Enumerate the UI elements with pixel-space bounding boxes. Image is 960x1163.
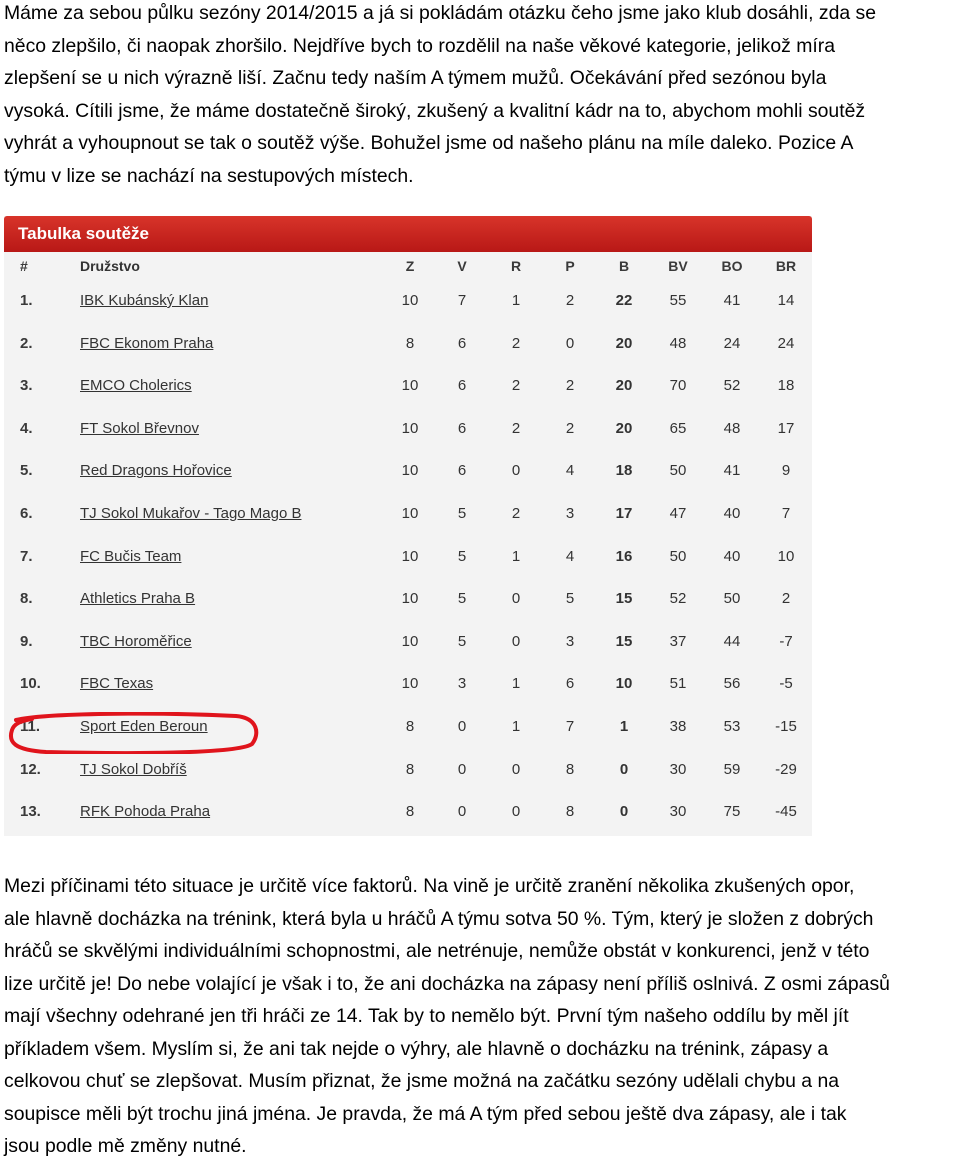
br-cell: 7 xyxy=(781,504,791,522)
team-link[interactable]: FBC Ekonom Praha xyxy=(80,334,214,352)
bo-cell: 53 xyxy=(723,717,741,735)
bo-cell: 24 xyxy=(723,334,741,352)
r-cell: 0 xyxy=(511,803,521,821)
team-link[interactable]: TJ Sokol Mukařov - Tago Mago B xyxy=(80,504,302,522)
bv-cell: 38 xyxy=(669,717,687,735)
r-cell: 0 xyxy=(511,760,521,778)
text-line: lize určitě je! Do nebe volající je však i to, že ani docházka na zápasy není příliš oslnivá. Z osmi zápasů xyxy=(4,972,890,995)
rank-cell: 7. xyxy=(20,547,33,565)
rank-cell: 3. xyxy=(20,377,33,395)
r-cell: 2 xyxy=(511,419,521,437)
br-cell: 18 xyxy=(777,377,795,395)
rank-cell: 12. xyxy=(20,760,41,778)
highlight-ring xyxy=(6,712,260,754)
points-cell: 22 xyxy=(615,292,633,309)
br-cell: -29 xyxy=(775,760,797,778)
p-cell: 8 xyxy=(565,803,575,821)
p-cell: 4 xyxy=(565,547,575,565)
text-line: ale hlavně docházka na trénink, která byla u hráčů A týmu sotva 50 %. Tým, který je složen z dobrých xyxy=(4,907,874,930)
bo-cell: 50 xyxy=(723,590,741,608)
highlight-ring-stroke xyxy=(11,714,256,753)
v-cell: 0 xyxy=(457,717,467,735)
bo-cell: 40 xyxy=(723,504,741,522)
header-b: B xyxy=(618,258,630,274)
header-v: V xyxy=(457,258,467,274)
z-cell: 10 xyxy=(401,632,419,650)
league-table-header xyxy=(4,252,812,280)
text-line: soupisce měli být trochu jiná jména. Je pravda, že má A tým před sebou ještě dva zápasy, ale i tak xyxy=(4,1102,847,1125)
r-cell: 2 xyxy=(511,504,521,522)
team-link[interactable]: FC Bučis Team xyxy=(80,547,182,565)
r-cell: 1 xyxy=(511,717,521,735)
rank-cell: 5. xyxy=(20,462,33,480)
team-link[interactable]: Red Dragons Hořovice xyxy=(80,462,232,480)
text-line: Máme za sebou půlku sezóny 2014/2015 a já si pokládám otázku čeho jsme jako klub dosáhli, zda se xyxy=(4,2,877,24)
team-link[interactable]: RFK Pohoda Praha xyxy=(80,803,211,821)
outro-paragraph xyxy=(4,870,960,1163)
z-cell: 10 xyxy=(401,419,419,437)
header-bv: BV xyxy=(668,258,688,274)
bv-cell: 48 xyxy=(669,334,687,352)
r-cell: 0 xyxy=(511,590,521,608)
r-cell: 1 xyxy=(511,675,521,693)
table-row xyxy=(4,450,812,493)
p-cell: 3 xyxy=(565,504,575,522)
br-cell: -7 xyxy=(779,632,793,650)
points-cell: 0 xyxy=(619,760,629,778)
bo-cell: 40 xyxy=(723,547,741,565)
z-cell: 10 xyxy=(401,504,419,522)
z-cell: 10 xyxy=(401,675,419,693)
table-row xyxy=(4,536,812,579)
points-cell: 15 xyxy=(615,590,633,608)
z-cell: 8 xyxy=(405,760,415,778)
team-link[interactable]: FBC Texas xyxy=(80,675,154,693)
z-cell: 10 xyxy=(401,292,419,309)
br-cell: 10 xyxy=(777,547,795,565)
rank-cell: 10. xyxy=(20,675,41,693)
points-cell: 20 xyxy=(615,419,633,437)
p-cell: 3 xyxy=(565,632,575,650)
text-line: týmu v lize se nachází na sestupových místech. xyxy=(4,164,414,187)
team-link[interactable]: FT Sokol Břevnov xyxy=(80,419,199,437)
bo-cell: 44 xyxy=(723,632,741,650)
points-cell: 16 xyxy=(615,547,633,565)
v-cell: 5 xyxy=(457,504,467,522)
v-cell: 6 xyxy=(457,334,467,352)
table-row xyxy=(4,280,812,323)
r-cell: 2 xyxy=(511,377,521,395)
points-cell: 1 xyxy=(619,717,629,735)
r-cell: 1 xyxy=(511,292,521,309)
v-cell: 0 xyxy=(457,760,467,778)
r-cell: 0 xyxy=(511,632,521,650)
r-cell: 1 xyxy=(511,547,521,565)
bv-cell: 50 xyxy=(669,462,687,480)
z-cell: 10 xyxy=(401,377,419,395)
br-cell: -5 xyxy=(779,675,793,693)
bv-cell: 50 xyxy=(669,547,687,565)
text-line: zlepšení se u nich výrazně liší. Začnu tedy naším A týmem mužů. Očekávání před sezónou byla xyxy=(4,67,827,89)
text-line: něco zlepšilo, či naopak zhoršilo. Nejdříve bych to rozdělil na naše věkové kategorie, jelikož míra xyxy=(4,34,835,57)
points-cell: 10 xyxy=(615,675,633,693)
bo-cell: 48 xyxy=(723,419,741,437)
text-line: Mezi příčinami této situace je určitě více faktorů. Na vině je určitě zranění několika zkušených opor, xyxy=(4,875,855,897)
z-cell: 8 xyxy=(405,334,415,352)
bo-cell: 59 xyxy=(723,760,741,778)
bv-cell: 51 xyxy=(669,675,687,693)
rank-cell: 13. xyxy=(20,803,41,821)
table-row xyxy=(4,323,812,366)
br-cell: 9 xyxy=(781,462,791,480)
br-cell: -15 xyxy=(775,717,797,735)
header-z: Z xyxy=(405,258,415,274)
header-p: P xyxy=(565,258,575,274)
p-cell: 2 xyxy=(565,377,575,395)
rank-cell: 9. xyxy=(20,632,33,650)
table-row xyxy=(4,493,812,536)
team-link[interactable]: Athletics Praha B xyxy=(80,590,196,608)
bo-cell: 75 xyxy=(723,803,741,821)
table-row xyxy=(4,621,812,664)
header-r: R xyxy=(510,258,522,274)
table-row xyxy=(4,791,812,834)
z-cell: 10 xyxy=(401,462,419,480)
p-cell: 5 xyxy=(565,590,575,608)
header-bo: BO xyxy=(721,258,743,274)
z-cell: 10 xyxy=(401,590,419,608)
team-link[interactable]: TBC Horoměřice xyxy=(80,632,192,650)
text-line: příkladem všem. Myslím si, že ani tak nejde o výhry, ale hlavně o docházku na trénink, zápasy a xyxy=(4,1037,829,1060)
points-cell: 17 xyxy=(615,504,633,522)
rank-cell: 6. xyxy=(20,504,33,522)
table-row xyxy=(4,408,812,451)
text-line: jsou podle mě změny nutné. xyxy=(4,1135,247,1157)
v-cell: 5 xyxy=(457,632,467,650)
header-rank: # xyxy=(20,258,28,274)
p-cell: 2 xyxy=(565,419,575,437)
v-cell: 3 xyxy=(457,675,467,693)
bo-cell: 56 xyxy=(723,675,741,693)
bv-cell: 30 xyxy=(669,760,687,778)
rank-cell: 2. xyxy=(20,334,33,352)
p-cell: 7 xyxy=(565,717,575,735)
team-link[interactable]: TJ Sokol Dobříš xyxy=(80,760,187,778)
p-cell: 6 xyxy=(565,675,575,693)
text-line: hráčů se skvělými individuálními schopnostmi, ale netrénuje, nemůže obstát v konkurenci, jenž v této xyxy=(4,940,870,962)
p-cell: 0 xyxy=(565,334,575,352)
bv-cell: 30 xyxy=(669,803,687,821)
bv-cell: 55 xyxy=(669,292,687,309)
br-cell: 17 xyxy=(777,419,795,437)
v-cell: 7 xyxy=(457,292,467,309)
bv-cell: 65 xyxy=(669,419,687,437)
br-cell: 14 xyxy=(777,292,795,309)
team-link[interactable]: Sport Eden Beroun xyxy=(80,717,208,735)
text-line: celkovou chuť se zlepšovat. Musím přiznat, že jsme možná na začátku sezóny udělali chybu a na xyxy=(4,1070,840,1092)
bo-cell: 41 xyxy=(723,292,741,309)
z-cell: 10 xyxy=(401,547,419,565)
br-cell: 24 xyxy=(777,334,795,352)
table-row xyxy=(4,578,812,621)
v-cell: 6 xyxy=(457,419,467,437)
rank-cell: 8. xyxy=(20,590,33,608)
v-cell: 6 xyxy=(457,377,467,395)
v-cell: 5 xyxy=(457,590,467,608)
table-row xyxy=(4,365,812,408)
text-line: vysoká. Cítili jsme, že máme dostatečně široký, zkušený a kvalitní kádr na to, abychom mohli soutěž xyxy=(4,99,866,122)
text-line: vyhrát a vyhoupnout se tak o soutěž výše. Bohužel jsme od našeho plánu na míle daleko. Pozice A xyxy=(4,132,854,154)
points-cell: 15 xyxy=(615,632,633,650)
table-row xyxy=(4,663,812,706)
v-cell: 5 xyxy=(457,547,467,565)
points-cell: 18 xyxy=(615,462,633,480)
rank-cell: 4. xyxy=(20,419,33,437)
br-cell: 2 xyxy=(781,590,791,608)
v-cell: 6 xyxy=(457,462,467,480)
table-row xyxy=(4,749,812,792)
league-table-title: Tabulka soutěže xyxy=(4,216,812,252)
p-cell: 8 xyxy=(565,760,575,778)
rank-cell: 1. xyxy=(20,292,33,309)
br-cell: -45 xyxy=(775,803,797,821)
z-cell: 8 xyxy=(405,803,415,821)
points-cell: 0 xyxy=(619,803,629,821)
v-cell: 0 xyxy=(457,803,467,821)
points-cell: 20 xyxy=(615,377,633,395)
header-team: Družstvo xyxy=(80,258,140,274)
bo-cell: 41 xyxy=(723,462,741,480)
text-line: mají všechny odehrané jen tři hráči ze 14. Tak by to nemělo být. První tým našeho oddílu by měl jít xyxy=(4,1005,849,1027)
bv-cell: 70 xyxy=(669,377,687,395)
team-link[interactable]: EMCO Cholerics xyxy=(80,377,192,395)
r-cell: 2 xyxy=(511,334,521,352)
header-br: BR xyxy=(775,258,797,274)
bv-cell: 47 xyxy=(669,504,687,522)
bv-cell: 37 xyxy=(669,632,687,650)
p-cell: 2 xyxy=(565,292,575,309)
team-link[interactable]: IBK Kubánský Klan xyxy=(80,292,209,309)
r-cell: 0 xyxy=(511,462,521,480)
bo-cell: 52 xyxy=(723,377,741,395)
z-cell: 8 xyxy=(405,717,415,735)
intro-paragraph xyxy=(4,0,960,192)
bv-cell: 52 xyxy=(669,590,687,608)
points-cell: 20 xyxy=(615,334,633,352)
p-cell: 4 xyxy=(565,462,575,480)
rank-cell: 11. xyxy=(20,717,41,735)
